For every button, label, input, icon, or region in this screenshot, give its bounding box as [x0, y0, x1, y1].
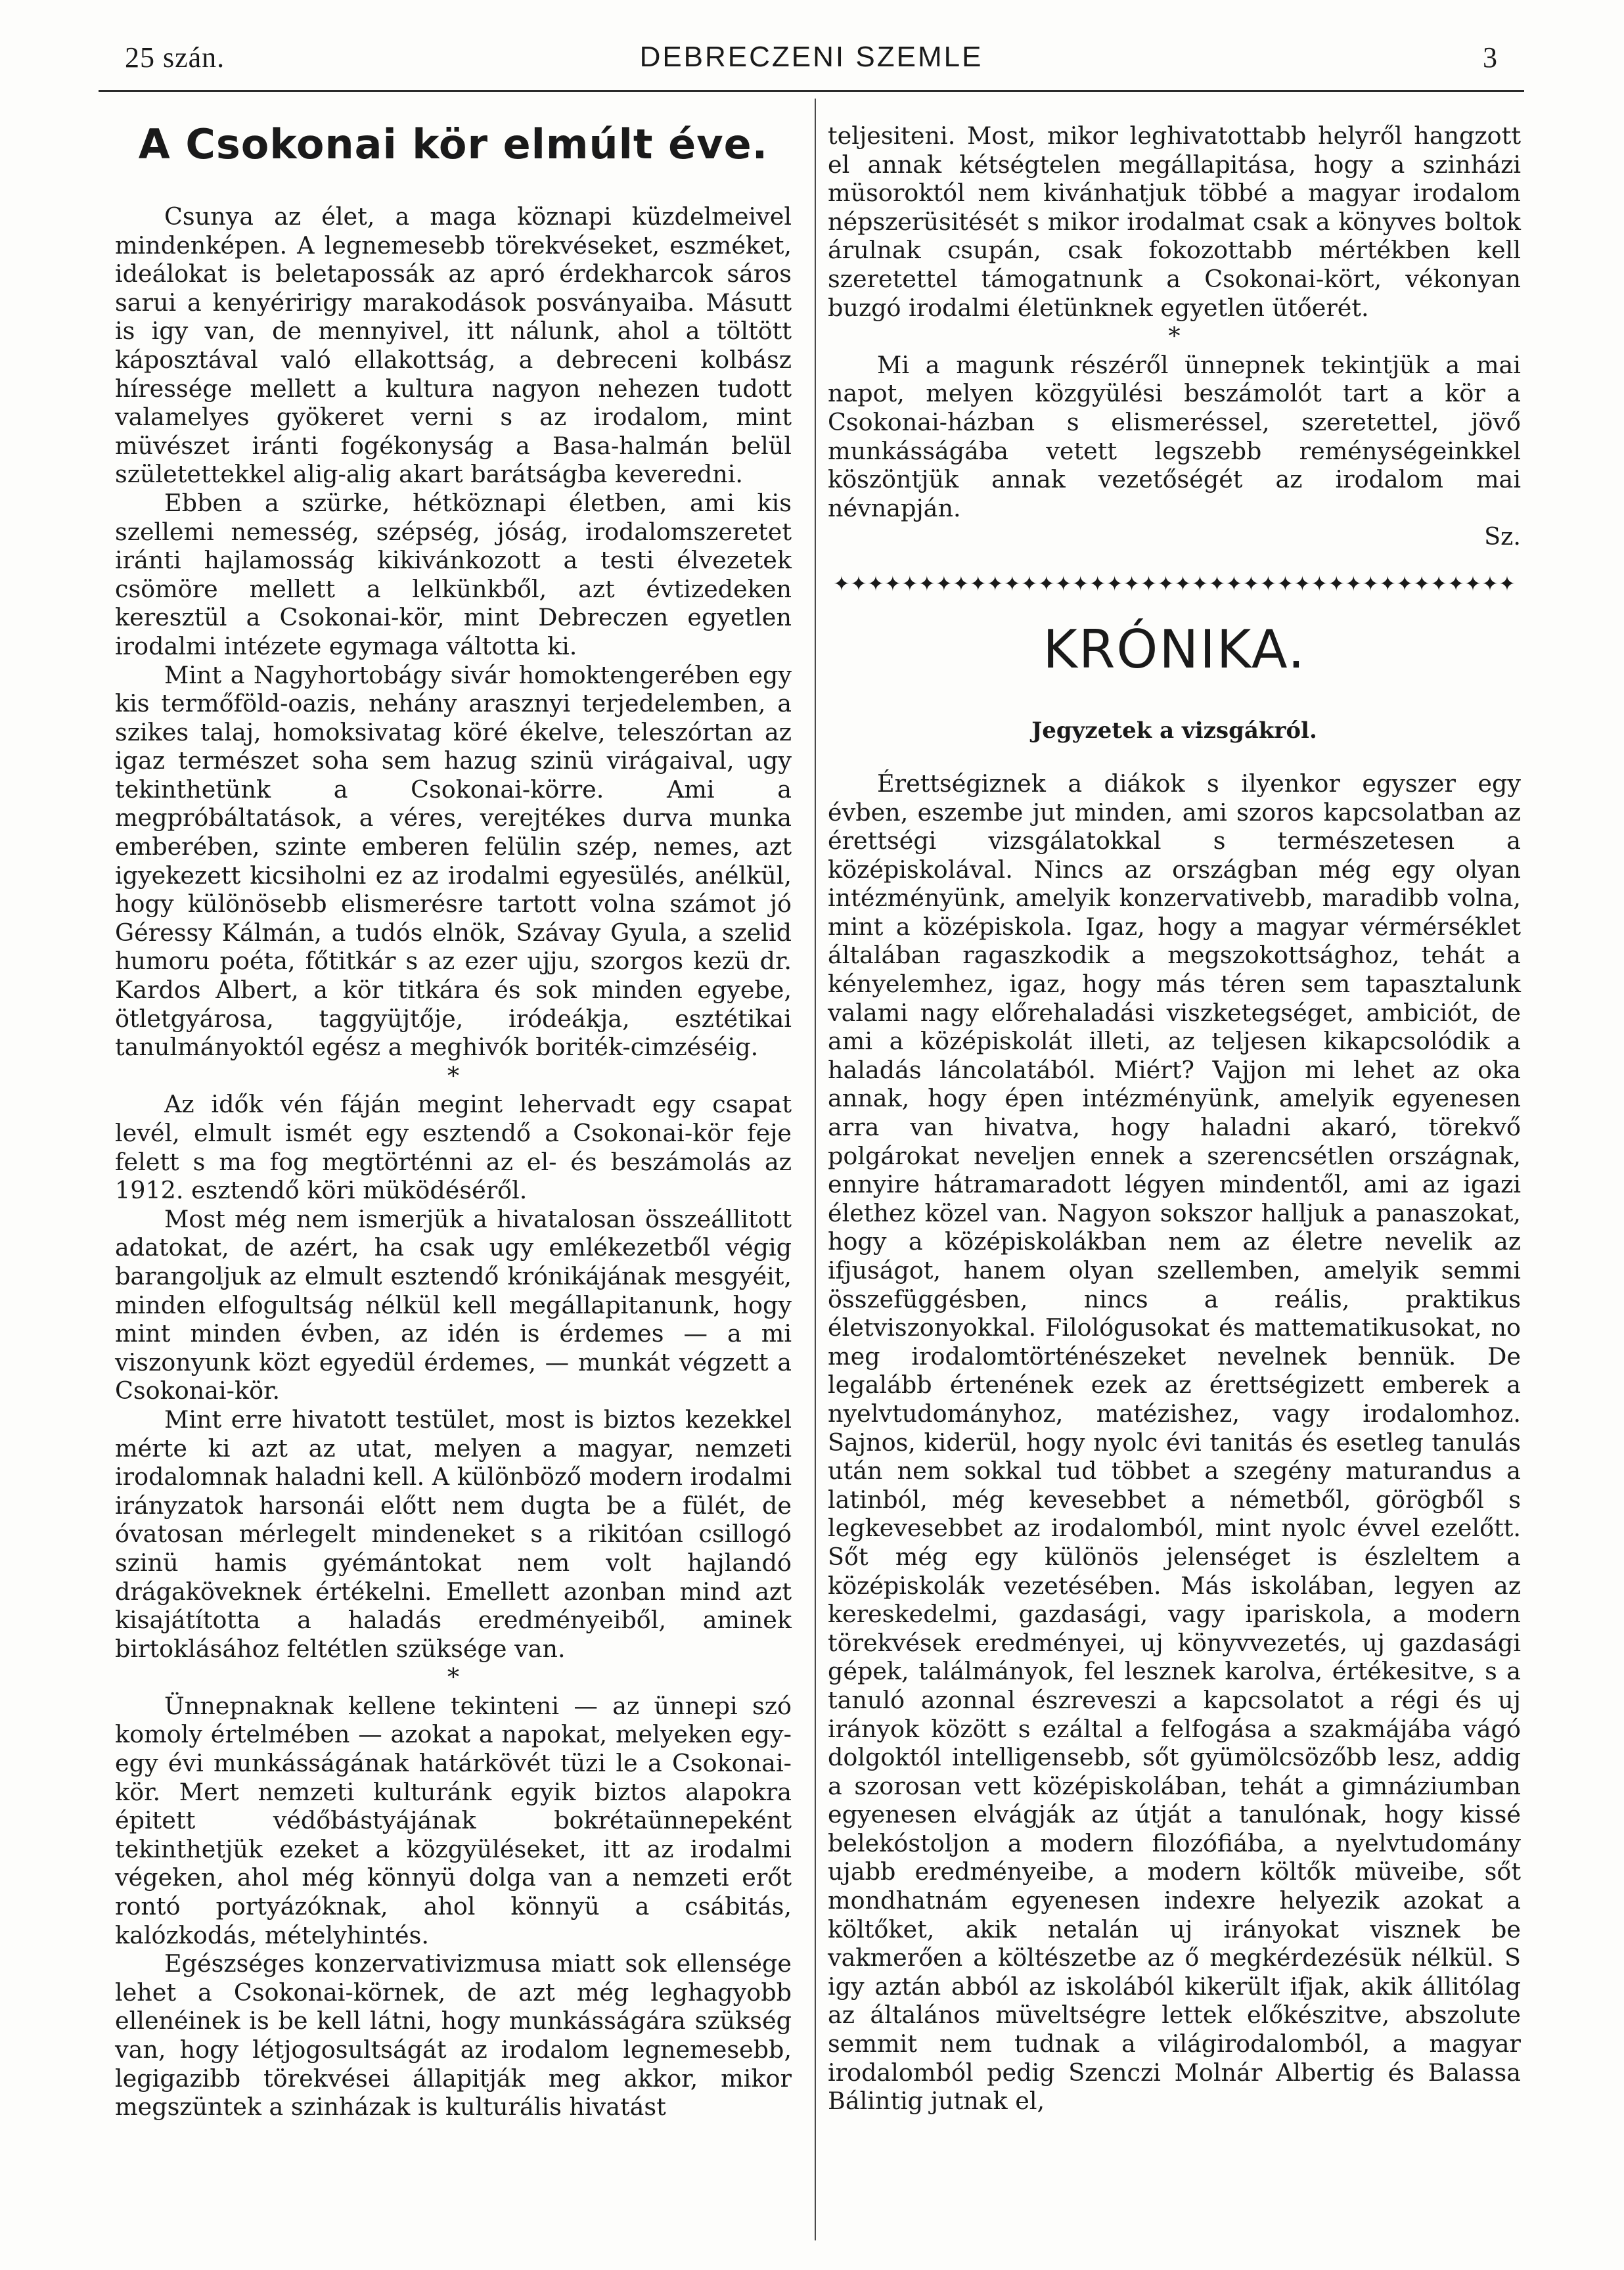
chronicle-paragraph: Érettségiznek a diákok s ilyenkor egyszer egy évben, eszembe jut minden, ami szoros kapcsolatban az érettségi vizsgálatokkal s természetesen a középiskolával. Nincs az országban még egy olyan intézményünk, amelyik konzervativebb, maradibb volna, mint a középiskola. Igaz, hogy a magyar vérmérséklet általában ragaszkodik a megszokottsághoz, tehát a kényelemhez, igaz, hogy más téren sem tapasztalunk valami nagy előrehaladási viszketegséget, ambiciót, de ami a középiskolát illeti, az teljesen kikapcsolódik a haladás láncolatából. Miért? Vajjon mi lehet az oka annak, hogy épen intézményünk, amelyik egyenesen arra van hivatva, hogy haladni akaró, törekvő polgárokat neveljen ennek a szerencsétlen országnak, ennyire hátramaradott légyen mindentől, ami az igazi élethez közel van. Nagyon sokszor halljuk a panaszokat, hogy a középiskolákban nem az életre nevelik az ifjuságot, hanem olyan szellemben, amelyik semmi összefüggésben, nincs a reális, praktikus életviszonyokkal. Filológusokat és mattematikusokat, no meg irodalomtörténészeket nevelnek bennük. De legalább értenének ezek az érettségizett emberek a nyelvtudományhoz, matézishez, vagy irodalomhoz. Sajnos, kiderül, hogy nyolc évi tanitás és esetleg tanulás után nem sokkal tud többet a szegény maturandus a latinból, még kevesebbet a németből, görögből s legkevesebbet az irodalomból, mint nyolc évvel ezelőtt. Sőt még egy különös jelenséget is észleltem a középiskolák vezetésében. Más iskolában, legyen az kereskedelmi, gazdasági, vagy ipariskola, a modern törekvések eredményei, uj könyvvezetés, uj gazdasági gépek, találmányok, fel lesznek karolva, értékesitve, s a tanuló azonnal észreveszi a kapcsolatot a régi és uj irányok között s ezáltal a felfogása a szakmájába vágó dolgoktól intelligensebb, sőt gyümölcsözőbb lesz, addig a szorosan vett középiskolában, tehát a gimnáziumban egyenesen elvágják az útját a tanulónak, hogy kissé belekóstoljon a modern filozófiába, a nyelvtudomány ujabb eredményeibe, a modern költők müveibe, sőt mondhatnám egyenesen indexre helyezik azokat a költőket, akik netalán uj irányokat visznek be vakmerően a költészetbe az ő megkérdezésük nélkül. S igy aztán abból az iskolából kikerült ifjak, akik állitólag az általános müveltségre lettek előkészitve, abszolute semmit nem tudnak a világirodalomból, a magyar irodalomból pedig Szenczi Molnár Albertig és Balassa Bálintig jutnak el,: [828, 769, 1521, 2116]
article-paragraph: Az idők vén fáján megint lehervadt egy csapat levél, elmult ismét egy esztendő a Csokonai-kör feje felett s ma fog megtörténni az el- és beszámolás az 1912. esztendő köri müködéséről.: [115, 1090, 792, 1205]
section-title: KRÓNIKA.: [1043, 618, 1306, 680]
column-divider: [815, 99, 816, 2240]
issue-number: 25 szán.: [125, 41, 225, 74]
article-paragraph: Most még nem ismerjük a hivatalosan összeállitott adatokat, de azért, ha csak ugy emlékezetből végig barangoljuk az elmult esztendő krónikájának mesgyéit, minden elfogultság nélkül kell megállapitanunk, hogy mint minden évben, az idén is érdemes — a mi viszonyunk közt egyedül érdemes, — munkát végzett a Csokonai-kör.: [115, 1204, 792, 1405]
article-paragraph-continued: teljesiteni. Most, mikor leghivatottabb helyről hangzott el annak kétségtelen megállapitása, hogy a szinházi müsoroktól nem kivánhatjuk többé a magyar irodalom népszerüsitését s mikor irodalmat csak a könyves boltok árulnak csupán, csak fokozottabb mértékben kell szeretettel támogatnunk a Csokonai-kört, vékonyan buzgó irodalmi életünknek egyetlen ütőerét.: [828, 122, 1521, 322]
article-paragraph: Mint erre hivatott testület, most is biztos kezekkel mérte ki azt az utat, melyen a magyar, nemzeti irodalomnak haladni kell. A különböző modern irodalmi irányzatok harsonái előtt nem dugta be a fülét, de óvatosan mérlegelt mindeneket s a rikitóan csillogó szinü hamis gyémántokat nem volt hajlandó drágaköveknek értékelni. Emellett azonban mind azt kisajátította a haladás eredményeiből, aminek birtoklásához feltétlen szüksége van.: [115, 1405, 792, 1663]
section-separator: *: [1168, 322, 1181, 351]
article-paragraph: Ünnepnaknak kellene tekinteni — az ünnepi szó komoly értelmében — azokat a napokat, melyeken egy-egy évi munkásságának határkövét tüzi le a Csokonai-kör. Mert nemzeti kulturánk egyik biztos alapokra épitett védőbástyájának bokrétaünnepeként tekinthetjük ezeket a közgyüléseket, itt az irodalmi végeken, ahol még könnyü dolga van a nemzeti erőt rontó portyázóknak, ahol könnyü a csábitás, kalózkodás, mételyhintés.: [115, 1691, 792, 1949]
page-header: [125, 41, 1498, 93]
section-separator: *: [447, 1663, 460, 1692]
article-title: A Csokonai kör elmúlt éve.: [138, 120, 769, 168]
article-signature: Sz.: [1484, 522, 1521, 551]
article-paragraph: Mi a magunk részéről ünnepnek tekintjük a mai napot, melyen közgyülési beszámolót tart a kör a Csokonai-házban s elismeréssel, szeretettel, jövő munkásságába vetett legszebb reménységeinkkel köszöntjük annak vezetőségét az irodalom mai névnapján.: [828, 350, 1521, 522]
page-number: 3: [1483, 41, 1498, 74]
section-separator: *: [447, 1061, 460, 1090]
article-paragraph: Egészséges konzervativizmusa miatt sok ellensége lehet a Csokonai-körnek, de azt még leghagyobb ellenéinek is be kell látni, hogy munkásságára szükség van, hogy létjogosultságát az irodalom legnemesebb, legigazibb törekvései állapitják meg akkor, mikor megszüntek a szinházak is kulturális hivatást: [115, 1949, 792, 2122]
ornamental-divider: ✦✦✦✦✦✦✦✦✦✦✦✦✦✦✦✦✦✦✦✦✦✦✦✦✦✦✦✦✦✦✦✦✦✦✦✦✦✦✦✦: [833, 572, 1516, 596]
right-column: [828, 122, 1521, 2116]
header-rule: [99, 90, 1524, 92]
article-paragraph: Mint a Nagyhortobágy sivár homoktengerében egy kis termőföld-oazis, nehány arasznyi terjedelemben, a szikes talaj, homoksivatag köré ékelve, teleszórtan az igaz természet soha sem hazug szinü virágaival, ugy tekinthetünk a Csokonai-körre. Ami a megpróbáltatások, a véres, verejtékes durva munka emberében, szinte emberen felülin szép, nemes, azt igyekezett kicsiholni ez az irodalmi egyesülés, anélkül, hogy különösebb elismerésre tartott volna számot jó Géressy Kálmán, a tudós elnök, Szávay Gyula, a szelid humoru poéta, főtitkár s az ezer ujju, szorgos kezü dr. Kardos Albert, a kör titkára és sok minden egyebe, ötletgyárosa, taggyüjtője, iródeákja, esztétikai tanulmányoktól egész a meghivók boriték-cimzéséig.: [115, 660, 792, 1062]
article-paragraph: Csunya az élet, a maga köznapi küzdelmeivel mindenképen. A legnemesebb törekvéseket, eszméket, ideálokat is beletapossák az apró érdekharcok sáros sarui a kenyéririgy marakodások posványaiba. Másutt is igy van, de mennyivel, itt nálunk, ahol a töltött káposztával való ellakottság, a debreceni kolbász híressége mellett a kultura nagyon nehezen tudott valamelyes gyökeret verni s az irodalom, mint müvészet iránti fogékonyság a Basa-halmán belül születettekkel alig-alig akart barátságba keveredni.: [115, 202, 792, 489]
article-paragraph: Ebben a szürke, hétköznapi életben, ami kis szellemi nemesség, szépség, jóság, irodalomszeretet iránti hajlamosság kikivánkozott a testi élvezetek csömöre mellett a lelkünkből, azt évtizedeken keresztül a Csokonai-kör, mint Debreczen egyetlen irodalmi intézete egymaga váltotta ki.: [115, 488, 792, 660]
left-column: [115, 112, 792, 2122]
section-subtitle: Jegyzetek a vizsgákról.: [1031, 717, 1317, 744]
journal-title: DEBRECZENI SZEMLE: [639, 41, 983, 73]
